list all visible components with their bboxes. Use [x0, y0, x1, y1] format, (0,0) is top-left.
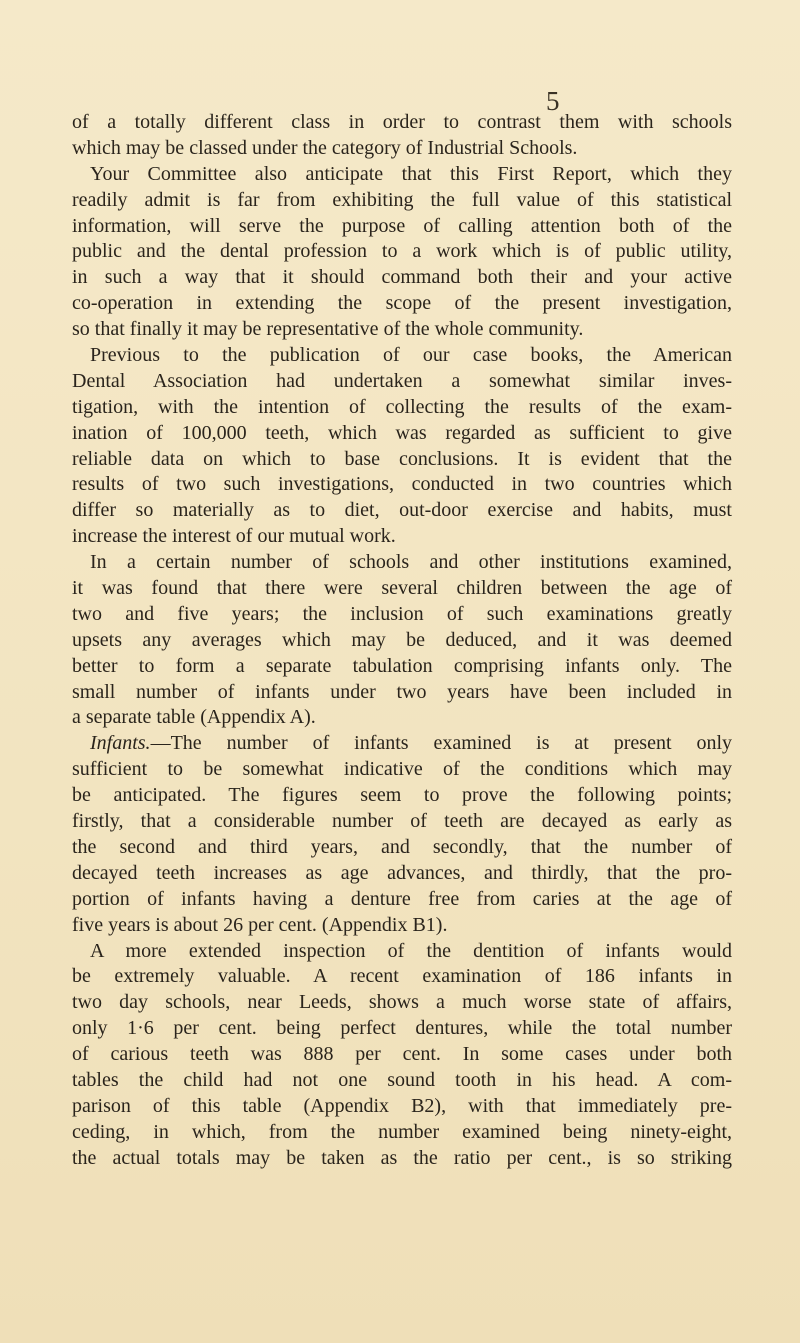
text-line — [72, 1042, 732, 1068]
text-line — [72, 265, 732, 291]
text-line — [72, 731, 732, 757]
text-line — [72, 369, 732, 395]
text-line — [72, 1120, 732, 1146]
text-line — [72, 343, 732, 369]
line-text: be extremely valuable. A recent examination of 186 infants in — [72, 965, 732, 988]
line-text: A more extended inspection of the dentition of infants would — [90, 939, 732, 962]
line-text: information, will serve the purpose of calling attention both of the — [72, 214, 732, 237]
line-text: ination of 100,000 teeth, which was regarded as sufficient to give — [72, 421, 732, 444]
line-text: only 1·6 per cent. being perfect dentures, while the total number — [72, 1017, 732, 1040]
line-text: two and five years; the inclusion of such examinations greatly — [72, 602, 732, 625]
text-line — [72, 110, 732, 136]
line-text: of a totally different class in order to contrast them with schools — [72, 111, 732, 133]
line-text: two day schools, near Leeds, shows a much worse state of affairs, — [72, 991, 732, 1014]
line-text: in such a way that it should command both their and your active — [72, 266, 732, 289]
line-text: parison of this table (Appendix B2), with that immediately pre- — [72, 1094, 732, 1117]
text-line — [72, 317, 732, 343]
text-line — [72, 964, 732, 990]
text-line — [72, 395, 732, 421]
line-text: portion of infants having a denture free from caries at the age of — [72, 887, 732, 910]
text-line — [72, 654, 732, 680]
line-text: tables the child had not one sound tooth in his head. A com- — [72, 1068, 732, 1091]
line-text: co-operation in extending the scope of the present investigation, — [72, 292, 732, 315]
body-text — [72, 110, 732, 1172]
text-line — [72, 861, 732, 887]
line-text: it was found that there were several children between the age of — [72, 577, 732, 600]
page-number: 5 — [546, 86, 560, 116]
line-text: reliable data on which to base conclusions. It is evident that the — [72, 447, 732, 470]
text-line — [72, 1094, 732, 1120]
line-text: be anticipated. The figures seem to prove the following points; — [72, 784, 732, 807]
line-text: the actual totals may be taken as the ratio per cent., is so striking — [72, 1146, 732, 1169]
line-text: a separate table (Appendix A). — [72, 706, 316, 729]
line-text: of carious teeth was 888 per cent. In some cases under both — [72, 1043, 732, 1066]
line-text: the second and third years, and secondly, that the number of — [72, 835, 732, 858]
text-line — [72, 913, 732, 939]
text-line — [72, 162, 732, 188]
line-text: tigation, with the intention of collecting the results of the exam- — [72, 395, 732, 418]
line-text: better to form a separate tabulation comprising infants only. The — [72, 654, 732, 677]
line-text: public and the dental profession to a work which is of public utility, — [72, 240, 732, 263]
line-text: readily admit is far from exhibiting the full value of this statistical — [72, 188, 732, 211]
text-line — [72, 1016, 732, 1042]
text-line — [72, 524, 732, 550]
line-text: firstly, that a considerable number of teeth are decayed as early as — [72, 810, 732, 833]
italic-heading: Infants. — [90, 732, 151, 755]
line-text: sufficient to be somewhat indicative of the conditions which may — [72, 758, 732, 781]
text-line — [72, 939, 732, 965]
text-line — [72, 809, 732, 835]
text-line — [72, 835, 732, 861]
line-text: upsets any averages which may be deduced, and it was deemed — [72, 628, 732, 651]
text-line — [72, 705, 732, 731]
text-line — [72, 291, 732, 317]
text-line — [72, 990, 732, 1016]
line-text: five years is about 26 per cent. (Appendix B1). — [72, 913, 448, 936]
line-text: which may be classed under the category of Industrial Schools. — [72, 136, 578, 159]
line-text: —The number of infants examined is at present only — [150, 732, 732, 755]
text-line — [72, 472, 732, 498]
text-line — [72, 757, 732, 783]
text-line — [72, 188, 732, 214]
line-text: results of two such investigations, conducted in two countries which — [72, 473, 732, 496]
line-text: Dental Association had undertaken a somewhat similar inves- — [72, 369, 732, 392]
line-text: decayed teeth increases as age advances, and thirdly, that the pro- — [72, 861, 732, 884]
line-text: In a certain number of schools and other institutions examined, — [90, 551, 732, 574]
text-line — [72, 498, 732, 524]
text-line — [72, 214, 732, 240]
text-line — [72, 550, 732, 576]
text-line — [72, 1068, 732, 1094]
text-line — [72, 602, 732, 628]
line-text: so that finally it may be representative of the whole community. — [72, 318, 584, 341]
line-text: small number of infants under two years have been included in — [72, 680, 732, 703]
line-text: increase the interest of our mutual work. — [72, 525, 396, 548]
text-line — [72, 887, 732, 913]
text-line — [72, 447, 732, 473]
text-line — [72, 136, 732, 162]
text-line — [72, 783, 732, 809]
text-line — [72, 421, 732, 447]
line-text: Previous to the publication of our case books, the American — [90, 344, 732, 367]
line-text: differ so materially as to diet, out-door exercise and habits, must — [72, 499, 732, 522]
text-line — [72, 1146, 732, 1172]
text-line — [72, 576, 732, 602]
line-text: Your Committee also anticipate that this First Report, which they — [90, 162, 732, 185]
text-line — [72, 680, 732, 706]
text-line — [72, 628, 732, 654]
line-text: ceding, in which, from the number examined being ninety-eight, — [72, 1120, 732, 1143]
text-line — [72, 239, 732, 265]
